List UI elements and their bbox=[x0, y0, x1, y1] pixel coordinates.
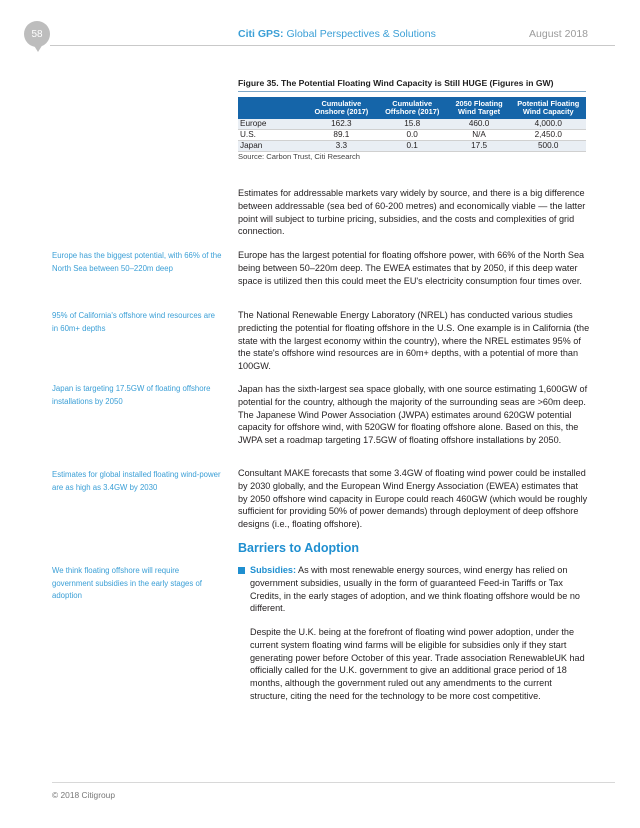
paragraph-japan: Japan has the sixth-largest sea space globally, with one source estimating 1,600GW of potential for the country, although the majority of the surrounding seas are >60m deep. The Japanese Wind Power Association (JWPA) estimates around 620GW potential capacity for offshore wind, with 520GW for floating offshore alone. Based on this, the JWPA set a roadmap targeting 17.5GW of floating offshore installations by 2050. bbox=[238, 384, 588, 446]
table-cell: 162.3 bbox=[306, 119, 377, 130]
figure-source: Source: Carbon Trust, Citi Research bbox=[238, 152, 360, 161]
table-cell: 89.1 bbox=[306, 130, 377, 141]
sidenote-california: 95% of California's offshore wind resources are in 60m+ depths bbox=[52, 311, 215, 333]
table-cell: N/A bbox=[448, 130, 511, 141]
table-cell: 0.0 bbox=[377, 130, 448, 141]
footer-divider bbox=[52, 782, 615, 783]
table-header-cell: 2050 Floating Wind Target bbox=[448, 97, 511, 119]
sidenote-global: Estimates for global installed floating wind-power are as high as 3.4GW by 2030 bbox=[52, 470, 221, 492]
table-cell: 2,450.0 bbox=[511, 130, 587, 141]
paragraph-global-forecast: Consultant MAKE forecasts that some 3.4GW of floating wind power could be installed by 2030 globally, and the European Wind Energy Association (EWEA) estimates that by 2050 offshore wind capacity in Europe could reach 460GW (which would be roughly sufficient for providing 50% of power demands) through deployment of deep offshore designs (i.e., floating offshore). bbox=[238, 468, 588, 530]
table-header-cell: Potential Floating Wind Capacity bbox=[511, 97, 587, 119]
sidenote-europe: Europe has the biggest potential, with 66% of the North Sea between 50–220m deep bbox=[52, 251, 222, 273]
header-date: August 2018 bbox=[529, 28, 588, 40]
bullet-label: Subsidies: bbox=[250, 565, 296, 575]
header-divider bbox=[50, 45, 615, 46]
page-number: 58 bbox=[31, 28, 43, 40]
sidenote-subsidies: We think floating offshore will require government subsidies in the early stages of adoption bbox=[52, 566, 202, 601]
table-row bbox=[238, 141, 586, 152]
table-cell: 460.0 bbox=[448, 119, 511, 130]
table-header-cell: Cumulative Offshore (2017) bbox=[377, 97, 448, 119]
paragraph-europe: Europe has the largest potential for floating offshore power, with 66% of the North Sea being between 50–220m deep. The EWEA estimates that by 2050, if this deep water space is utilized then this could meet the EU's electricity consumption four times over. bbox=[238, 250, 585, 286]
table-cell: Europe bbox=[238, 119, 306, 130]
footer-copyright: © 2018 Citigroup bbox=[52, 790, 115, 800]
paragraph-us: The National Renewable Energy Laboratory (NREL) has conducted various studies predicting the potential for floating offshore in the U.S. One example is in California (the state with the largest economy within the country), where the NREL estimates 95% of the state's offshore wind resources are in 60m+ depths, with a potential of more than 100GW. bbox=[238, 310, 590, 372]
table-cell: 15.8 bbox=[377, 119, 448, 130]
section-heading: Barriers to Adoption bbox=[238, 541, 360, 555]
table-header-row bbox=[238, 97, 586, 119]
table-cell: 3.3 bbox=[306, 141, 377, 152]
table-cell: 4,000.0 bbox=[511, 119, 587, 130]
table-row bbox=[238, 119, 586, 130]
table-cell: 500.0 bbox=[511, 141, 587, 152]
table-cell: U.S. bbox=[238, 130, 306, 141]
sidenote-japan: Japan is targeting 17.5GW of floating offshore installations by 2050 bbox=[52, 384, 211, 406]
table-cell: 17.5 bbox=[448, 141, 511, 152]
table-header-cell bbox=[238, 97, 306, 119]
page-badge-pointer bbox=[33, 44, 43, 52]
paragraph-addressable-markets: Estimates for addressable markets vary widely by source, and there is a big difference between addressable (sea bed of 60-200 metres) and economically viable — the latter point will subject to turbine pricing, subsidies, and the costs and complexities of grid connection. bbox=[238, 188, 586, 237]
table-header-cell: Cumulative Onshore (2017) bbox=[306, 97, 377, 119]
header-subtitle: Global Perspectives & Solutions bbox=[286, 28, 436, 40]
figure-rule bbox=[238, 91, 586, 92]
header-title bbox=[238, 28, 436, 40]
figure-table bbox=[238, 97, 586, 152]
bullet-subsidies bbox=[250, 564, 590, 615]
bullet-square-icon bbox=[238, 567, 245, 574]
paragraph-uk-subsidies: Despite the U.K. being at the forefront of floating wind power adoption, under the current system floating wind farms will be eligible for subsidies only if they start generating power before October of this year. Trade association RenewableUK had officially called for the U.K. government to give an additional grace period of 18 months, although the government ruled out any amendments to the current structure, citing the need for the technology to be more cost competitive. bbox=[250, 627, 585, 701]
figure-title: Figure 35. The Potential Floating Wind Capacity is Still HUGE (Figures in GW) bbox=[238, 78, 554, 88]
table-cell: 0.1 bbox=[377, 141, 448, 152]
bullet-text: As with most renewable energy sources, wind energy has relied on government subsidies, usually in the form of guaranteed Feed-in Tariffs or Tax Credits, in the early stages of adoption, and we think floating offshore would be no different. bbox=[250, 565, 580, 614]
table-row bbox=[238, 130, 586, 141]
header-brand: Citi GPS: bbox=[238, 28, 284, 40]
table-cell: Japan bbox=[238, 141, 306, 152]
